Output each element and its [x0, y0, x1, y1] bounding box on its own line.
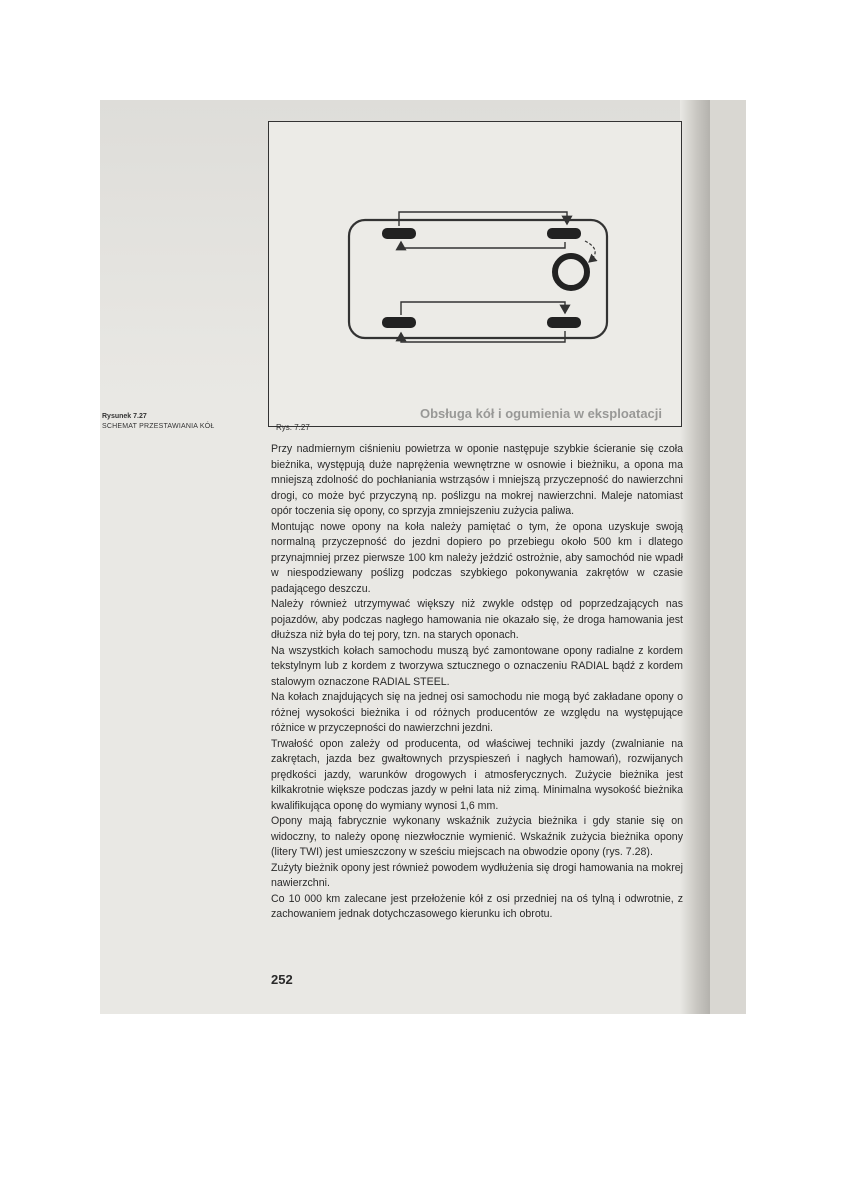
figure-caption-subtitle: SCHEMAT PRZESTAWIANIA KÓŁ: [102, 423, 215, 430]
figure-label: Rys. 7.27: [276, 423, 310, 432]
paragraph: Na kołach znajdujących się na jednej osi samochodu nie mogą być zakładane opony o różnej wysokości bieżnika i od różnych producentów ze względu na występujące różnice w przyczepności do nawierzchni jezdni.: [271, 691, 683, 734]
paragraph: Należy również utrzymywać większy niż zwykle odstęp od poprzedzających nas pojazdów, aby podczas nagłego hamowania nie okazało się, że droga hamowania jest dłuższa niż była do tej pory, tzn. na starych oponach.: [271, 598, 683, 641]
spare-swap-arrow: [585, 241, 595, 262]
paragraph: Trwałość opon zależy od producenta, od właściwej techniki jazdy (zwalnianie na zakrętach, jazda bez gwałtownych przyspieszeń i nagłych hamowań), rozwijanych prędkości jazdy, warunków drogowych i atmosferycznych. Zużycie bieżnika jest kilkakrotnie większe podczas jazdy w pełni lata niż zimą. Minimalna wysokość bieżnika kwalifikująca oponę do wymiany wynosi 1,6 mm.: [271, 737, 683, 812]
rotation-arrow-bottom: [401, 302, 565, 315]
rear-right-wheel: [547, 317, 581, 328]
paragraph: Opony mają fabrycznie wykonany wskaźnik zużycia bieżnika i gdy stanie się on widoczny, to należy oponę niezwłocznie wymienić. Wskaźnik zużycia bieżnika opony (litery TWI) jest umieszczony w sześciu miejscach na obwodzie opony (rys. 7.28).: [271, 815, 683, 858]
paragraph: Montując nowe opony na koła należy pamiętać o tym, że opona uzyskuje swoją normalną przyczepność do jezdni dopiero po przebiegu około 500 km i dlatego przynajmniej przez pierwsze 100 km należy jeździć ostrożnie, aby samochód nie wpadł w niespodziewany poślizg podczas szybkiego pokonywania zakrętów w czasie padającego deszczu.: [271, 520, 683, 595]
wheel-rotation-diagram: [268, 121, 682, 427]
paragraph: Co 10 000 km zalecane jest przełożenie kół z osi przedniej na oś tylną i odwrotnie, z zachowaniem jednak dotychczasowego kierunku ich obrotu.: [271, 892, 683, 920]
page-number: 252: [271, 972, 293, 987]
rotation-arrow-top-return: [401, 242, 565, 248]
paragraph: Zużyty bieżnik opony jest również powodem wydłużenia się drogi hamowania na mokrej nawierzchni.: [271, 861, 683, 889]
paragraph: Na wszystkich kołach samochodu muszą być zamontowane opony radialne z kordem tekstylnym lub z kordem z tworzywa sztucznego o oznaczeniu RADIAL bądź z kordem stalowym oznaczone RADIAL STEEL.: [271, 644, 683, 688]
spare-wheel: [555, 256, 587, 288]
figure-caption-title: Rysunek 7.27: [102, 413, 147, 420]
wheel-rotation-schematic: [269, 122, 683, 428]
book-gutter: [680, 100, 710, 1014]
next-page-edge: [710, 100, 746, 1014]
rear-left-wheel: [547, 228, 581, 239]
paragraph: Przy nadmiernym ciśnieniu powietrza w oponie następuje szybkie ścieranie się czoła bieżnika, występują duże naprężenia wewnętrzne w osnowie i bieżniku, a opona ma mniejszą zdolność do pochłaniania wstrząsów i mniejszą przyczepność do nawierzchni drogi, co może być przyczyną np. poślizgu na mokrej nawierzchni. Maleje natomiast opór toczenia się opony, co sprzyja zmniejszeniu zużycia paliwa.: [271, 443, 683, 517]
rotation-arrow-bottom-return: [401, 331, 565, 342]
section-heading: Obsługa kół i ogumienia w eksploatacji: [420, 406, 663, 421]
body-text: [271, 442, 683, 923]
front-left-wheel: [382, 228, 416, 239]
front-right-wheel: [382, 317, 416, 328]
